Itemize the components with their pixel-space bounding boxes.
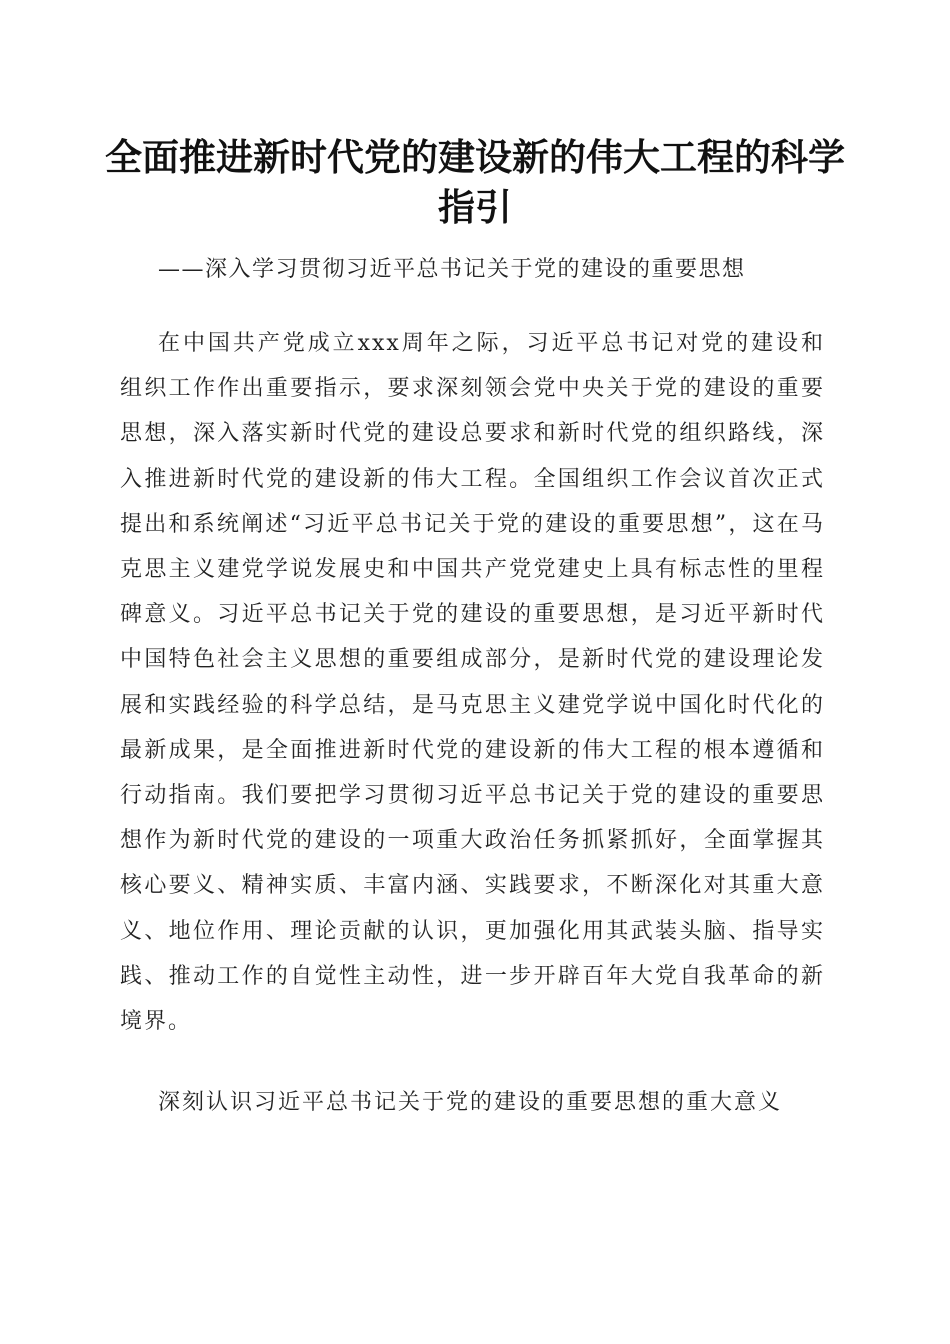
document-title: 全面推进新时代党的建设新的伟大工程的科学指引 [105,135,845,229]
body-paragraph: 在中国共产党成立xxx周年之际，习近平总书记对党的建设和组织工作作出重要指示，要求深刻领会党中央关于党的建设的重要思想，深入落实新时代党的建设总要求和新时代党的组织路线，深入推进新时代党的建设新的伟大工程。全国组织工作会议首次正式提出和系统阐述“习近平总书记关于党的建设的重要思想”，这在马克思主义建党学说发展史和中国共产党党建史上具有标志性的里程碑意义。习近平总书记关于党的建设的重要思想，是习近平新时代中国特色社会主义思想的重要组成部分，是新时代党的建设理论发展和实践经验的科学总结，是马克思主义建党学说中国化时代化的最新成果，是全面推进新时代党的建设新的伟大工程的根本遵循和行动指南。我们要把学习贯彻习近平总书记关于党的建设的重要思想作为新时代党的建设的一项重大政治任务抓紧抓好，全面掌握其核心要义、精神实质、丰富内涵、实践要求，不断深化对其重大意义、地位作用、理论贡献的认识，更加强化用其武装头脑、指导实践、推动工作的自觉性主动性，进一步开辟百年大党自我革命的新境界。 [120,331,825,1035]
section-heading: 深刻认识习近平总书记关于党的建设的重要思想的重大意义 [158,1090,783,1115]
document-subtitle: ——深入学习贯彻习近平总书记关于党的建设的重要思想 [158,257,746,282]
